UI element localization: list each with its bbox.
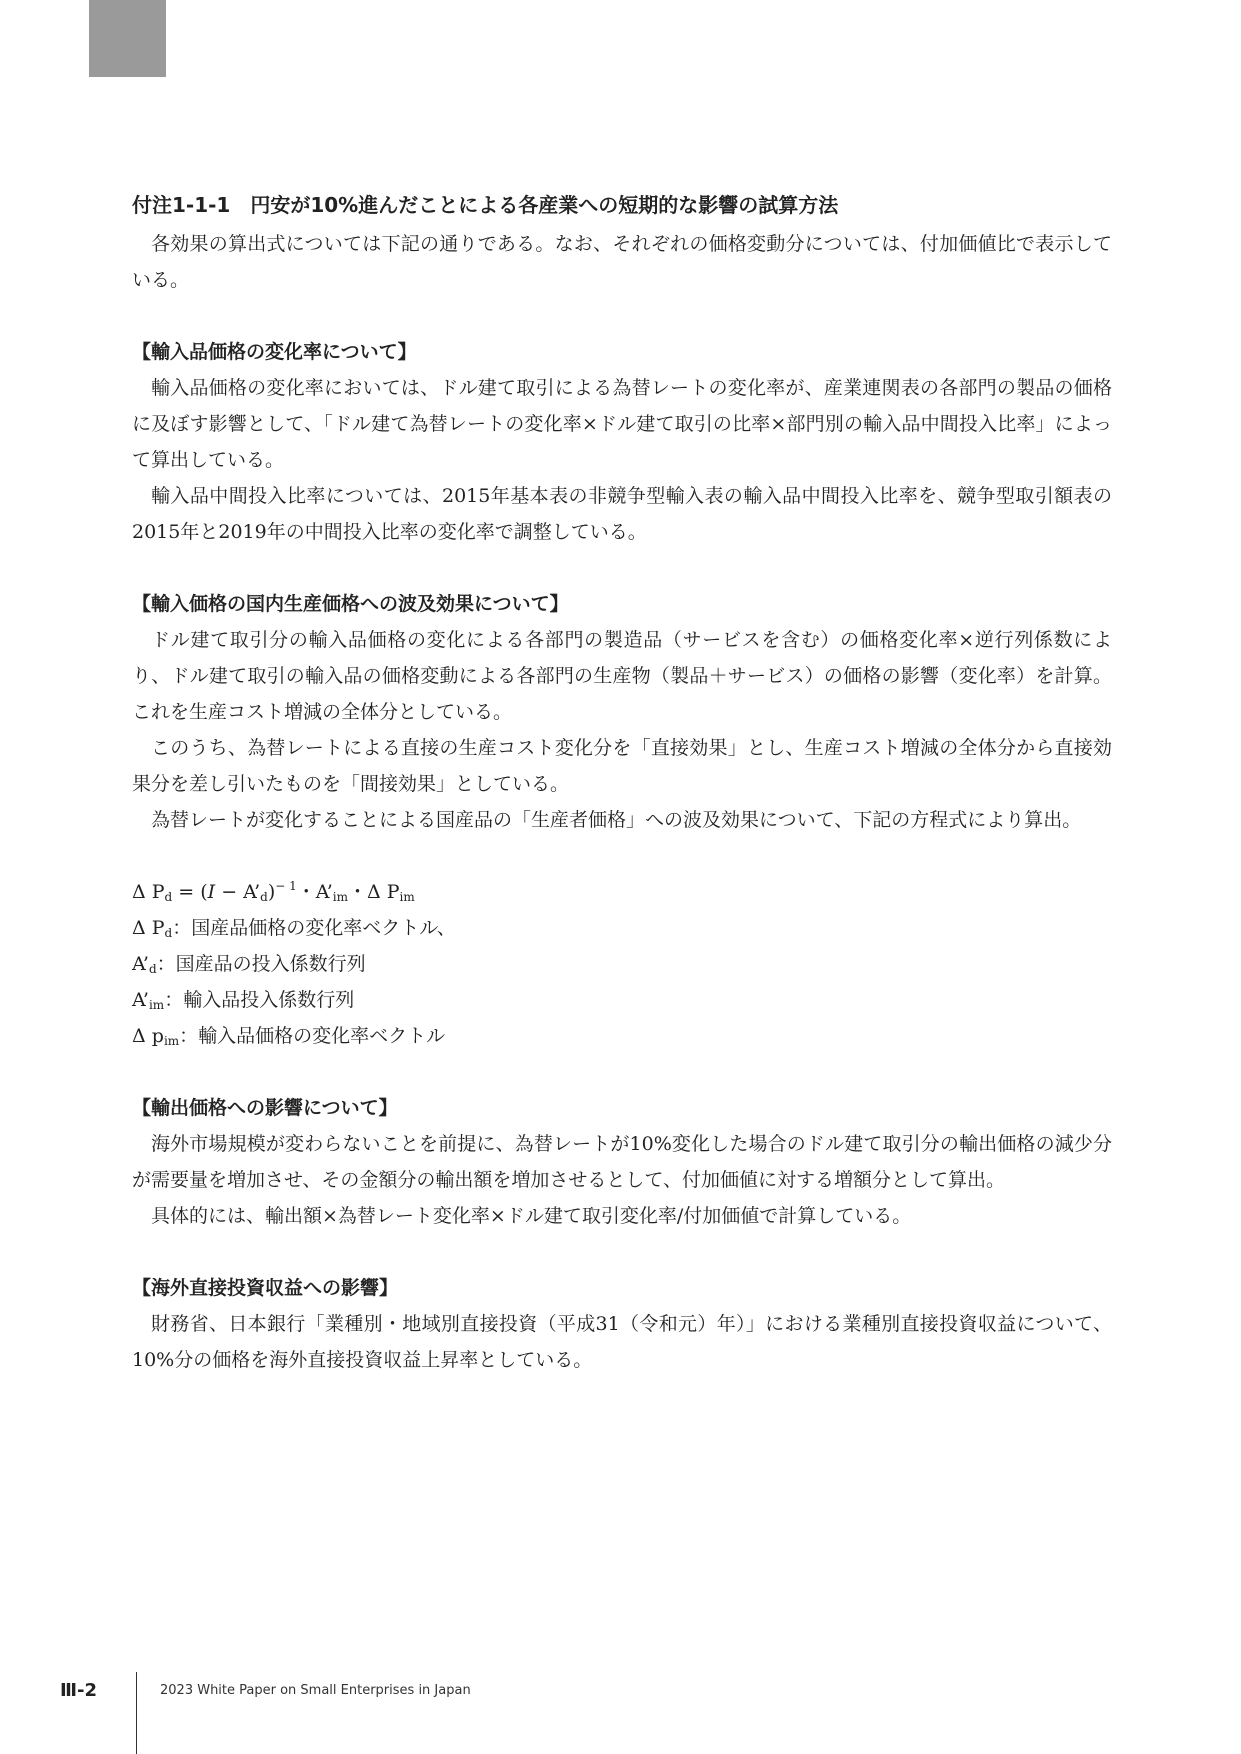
definition-delta-pd: Δ $P_d$：国産品価格の変化率ベクトル、 [132, 917, 456, 940]
definition-delta-pim: Δ $p_{im}$：輸入品価格の変化率ベクトル [132, 1025, 446, 1048]
paragraph: 輸入品中間投入比率については、2015年基本表の非競争型輸入表の輸入品中間投入比率を、競争型取引額表の2015年と2019年の中間投入比率の変化率で調整している。 [132, 485, 1112, 543]
intro-paragraph: 各効果の算出式については下記の通りである。なお、それぞれの価格変動分については、付加価値比で表示している。 [132, 233, 1112, 291]
corner-tab-block [89, 0, 166, 77]
paragraph: このうち、為替レートによる直接の生産コスト変化分を「直接効果」とし、生産コスト増減の全体分から直接効果分を差し引いたものを「間接効果」としている。 [132, 737, 1112, 795]
section-heading-fdi-income: 【海外直接投資収益への影響】 [132, 1277, 399, 1299]
page-number: Ⅲ-2 [60, 1680, 98, 1701]
equation: Δ $P_d = (I$ − $A’_d)^{- 1}$・$A’_{im}$・Δ $P_{im}$ [132, 879, 415, 904]
paragraph: ドル建て取引分の輸入品価格の変化による各部門の製造品（サービスを含む）の価格変化率×逆行列係数により、ドル建て取引の輸入品の価格変動による各部門の生産物（製品＋サービス）の価格の影響（変化率）を計算。これを生産コスト増減の全体分としている。 [132, 629, 1112, 723]
footer-divider [136, 1672, 137, 1754]
paragraph: 具体的には、輸出額×為替レート変化率×ドル建て取引変化率/付加価値で計算している。 [151, 1205, 912, 1227]
section-heading-ripple-effect: 【輸入価格の国内生産価格への波及効果について】 [132, 593, 569, 615]
publication-title: 2023 White Paper on Small Enterprises in Japan [160, 1683, 471, 1698]
definition-ad: $A’_d$：国産品の投入係数行列 [132, 953, 366, 976]
note-title: 付注1-1-1 円安が10%進んだことによる各産業への短期的な影響の試算方法 [132, 193, 839, 217]
paragraph: 為替レートが変化することによる国産品の「生産者価格」への波及効果について、下記の方程式により算出。 [151, 809, 1082, 831]
document-body [132, 192, 1112, 1378]
paragraph: 輸入品価格の変化率においては、ドル建て取引による為替レートの変化率が、産業連関表の各部門の製品の価格に及ぼす影響として、「ドル建て為替レートの変化率×ドル建て取引の比率×部門別の輸入品中間投入比率」によって算出している。 [132, 377, 1112, 471]
page-footer [0, 1670, 1241, 1754]
section-heading-export-price: 【輸出価格への影響について】 [132, 1097, 398, 1119]
definition-aim: $A’_{im}$：輸入品投入係数行列 [132, 989, 355, 1012]
paragraph: 財務省、日本銀行「業種別・地域別直接投資（平成31（令和元）年）」における業種別直接投資収益について、10%分の価格を海外直接投資収益上昇率としている。 [132, 1313, 1112, 1371]
section-heading-import-price: 【輸入品価格の変化率について】 [132, 341, 417, 363]
paragraph: 海外市場規模が変わらないことを前提に、為替レートが10%変化した場合のドル建て取引分の輸出価格の減少分が需要量を増加させ、その金額分の輸出額を増加させるとして、付加価値に対する増額分として算出。 [132, 1133, 1112, 1191]
